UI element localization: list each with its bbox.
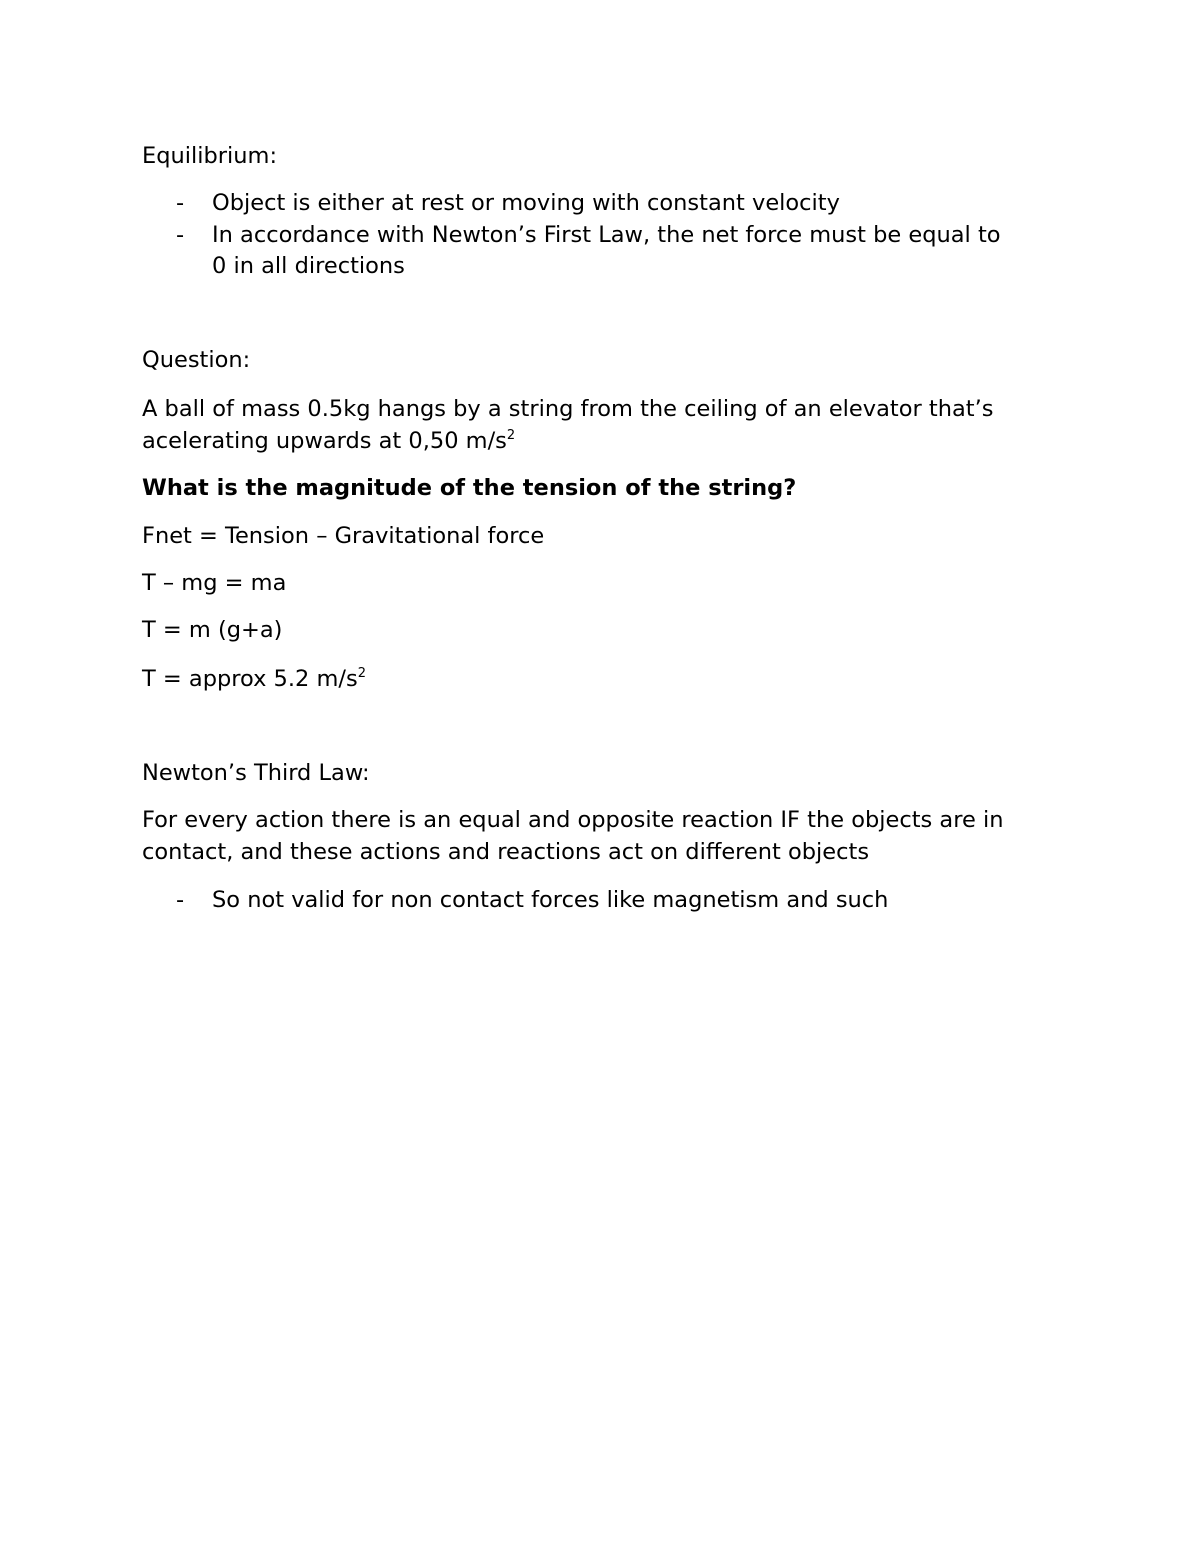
answer (142, 664, 366, 694)
equation: T = m (g+a) (142, 617, 283, 643)
bullet-text: So not valid for non contact forces like magnetism and such (212, 887, 889, 913)
question-heading: Question: (142, 347, 251, 373)
bullet-marker: - (176, 887, 185, 913)
superscript: 2 (506, 428, 516, 443)
third-law-text: For every action there is an equal and opposite reaction IF the objects are in (142, 807, 1004, 833)
question-prompt: What is the magnitude of the tension of the string? (142, 475, 797, 501)
bullet-text: In accordance with Newton’s First Law, the net force must be equal to (212, 222, 1001, 248)
question-text (142, 426, 515, 456)
question-text: A ball of mass 0.5kg hangs by a string from the ceiling of an elevator that’s (142, 396, 994, 422)
equation: T – mg = ma (142, 570, 287, 596)
question-text-part: acelerating upwards at 0,50 m/s (142, 428, 507, 454)
answer-text: T = approx 5.2 m/s (142, 666, 358, 692)
bullet-text: Object is either at rest or moving with constant velocity (212, 190, 840, 216)
equation: Fnet = Tension – Gravitational force (142, 523, 545, 549)
equilibrium-heading: Equilibrium: (142, 143, 278, 169)
bullet-marker: - (176, 190, 185, 216)
third-law-text: contact, and these actions and reactions act on different objects (142, 839, 870, 865)
superscript: 2 (357, 666, 366, 681)
bullet-text: 0 in all directions (212, 253, 405, 279)
bullet-marker: - (176, 222, 185, 248)
third-law-heading: Newton’s Third Law: (142, 760, 370, 786)
